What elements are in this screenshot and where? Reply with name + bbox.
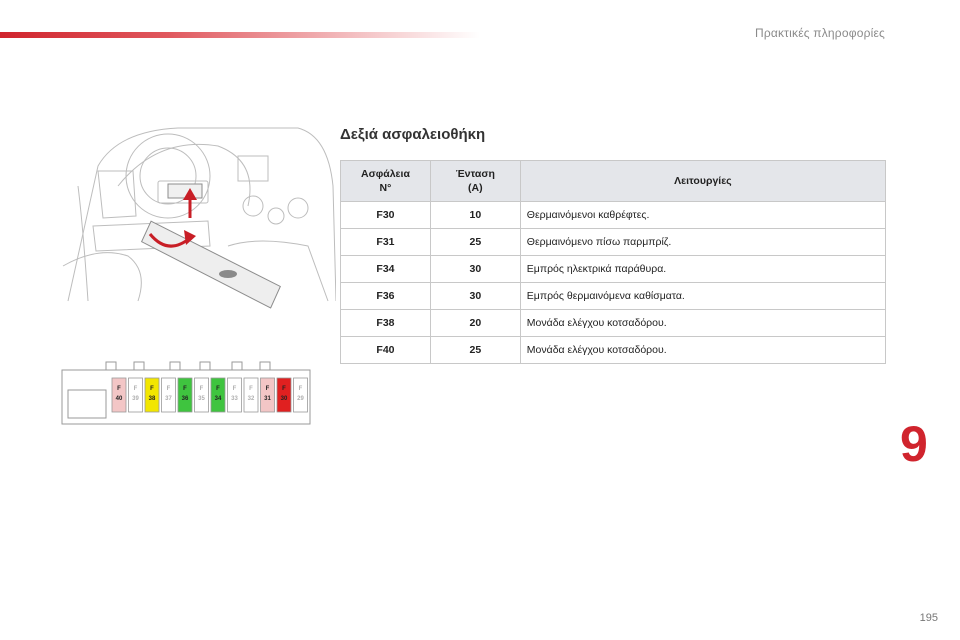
fuse-slot-34	[211, 378, 225, 412]
fuse-slot-33	[228, 378, 242, 412]
fuse-table	[340, 160, 886, 364]
fuse-slot-letter: F	[133, 386, 138, 392]
fuse-slot-number: 40	[115, 396, 123, 402]
table-header-row	[341, 161, 886, 202]
fuse-slot-body	[129, 378, 143, 412]
fuse-slot-36	[178, 378, 192, 412]
table-row	[341, 310, 886, 337]
function-cell: Μονάδα ελέγχου κοτσαδόρου.	[520, 337, 885, 364]
fuse-slot-letter: F	[232, 386, 237, 392]
fuse-slot-number: 30	[280, 396, 288, 402]
fuse-slot-body	[277, 378, 291, 412]
fuse-slot-body	[211, 378, 225, 412]
current-cell: 25	[430, 229, 520, 256]
fuse-number-cell: F40	[341, 337, 431, 364]
function-cell: Μονάδα ελέγχου κοτσαδόρου.	[520, 310, 885, 337]
car-interior-illustration	[58, 126, 336, 326]
fuse-number-cell: F30	[341, 202, 431, 229]
fuse-slot-letter: F	[150, 386, 154, 392]
header-fuse-number: Ασφάλεια N°	[341, 161, 431, 202]
fuse-slot-39	[129, 378, 143, 412]
header-functions: Λειτουργίες	[520, 161, 885, 202]
fuse-slot-letter: F	[249, 386, 253, 392]
fuse-box-diagram	[60, 360, 312, 426]
fuse-slot-number: 34	[214, 396, 222, 402]
fuse-slot-body	[178, 378, 192, 412]
fuse-slot-body	[244, 378, 258, 412]
fuse-number-cell: F38	[341, 310, 431, 337]
fuse-slot-letter: F	[117, 386, 121, 392]
function-cell: Εμπρός ηλεκτρικά παράθυρα.	[520, 256, 885, 283]
page-number: 195	[919, 612, 938, 624]
fuse-number-cell: F31	[341, 229, 431, 256]
fuse-slot-number: 33	[231, 396, 238, 402]
fuse-slot-body	[228, 378, 242, 412]
fuse-slot-number: 37	[165, 396, 172, 402]
fuse-slot-number: 29	[297, 396, 304, 402]
fuse-slot-31	[261, 378, 275, 412]
table-row	[341, 256, 886, 283]
fuse-slot-29	[294, 378, 308, 412]
table-row	[341, 283, 886, 310]
fuse-slot-letter: F	[183, 386, 187, 392]
current-cell: 10	[430, 202, 520, 229]
fuse-slot-30	[277, 378, 291, 412]
table-row	[341, 202, 886, 229]
header-title: Πρακτικές πληροφορίες	[754, 26, 885, 40]
fuse-slot-letter: F	[282, 386, 286, 392]
fuse-slot-number: 35	[198, 396, 205, 402]
fuse-slot-number: 36	[181, 396, 189, 402]
fuse-slot-letter: F	[199, 386, 204, 392]
fuse-slot-body	[294, 378, 308, 412]
fuse-slot-38	[145, 378, 159, 412]
fuse-slot-40	[112, 378, 126, 412]
table-row	[341, 229, 886, 256]
chapter-number: 9	[900, 416, 928, 472]
section-title: Δεξιά ασφαλειοθήκη	[340, 126, 486, 143]
fuse-slot-body	[261, 378, 275, 412]
current-cell: 20	[430, 310, 520, 337]
fuse-slot-letter: F	[298, 386, 303, 392]
fuse-slot-letter: F	[265, 386, 270, 392]
fuse-slot-number: 38	[148, 396, 156, 402]
current-cell: 25	[430, 337, 520, 364]
header-accent-bar	[0, 32, 480, 38]
function-cell: Θερμαινόμενοι καθρέφτες.	[520, 202, 885, 229]
fuse-slot-number: 31	[264, 396, 271, 402]
current-cell: 30	[430, 283, 520, 310]
fuse-slot-35	[195, 378, 209, 412]
current-cell: 30	[430, 256, 520, 283]
table-row	[341, 337, 886, 364]
function-cell: Εμπρός θερμαινόμενα καθίσματα.	[520, 283, 885, 310]
header-current: Ένταση (A)	[430, 161, 520, 202]
fuse-slot-body	[112, 378, 126, 412]
fuse-slot-37	[162, 378, 176, 412]
fuse-slot-number: 39	[132, 396, 139, 402]
fuse-number-cell: F36	[341, 283, 431, 310]
fuse-slot-letter: F	[216, 386, 220, 392]
function-cell: Θερμαινόμενο πίσω παρμπρίζ.	[520, 229, 885, 256]
fuse-slot-body	[195, 378, 209, 412]
fuse-slot-body	[162, 378, 176, 412]
fuse-number-cell: F34	[341, 256, 431, 283]
fuse-slot-number: 32	[247, 396, 255, 402]
fuse-slot-body	[145, 378, 159, 412]
fuse-slot-32	[244, 378, 258, 412]
fuse-slot-letter: F	[166, 386, 171, 392]
